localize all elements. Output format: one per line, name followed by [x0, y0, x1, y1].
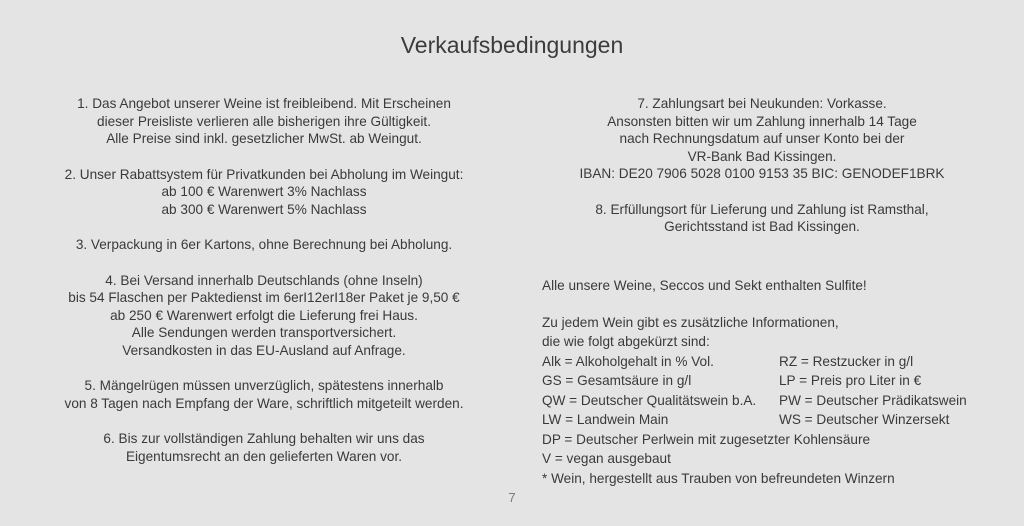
info-intro: die wie folgt abgekürzt sind: [542, 334, 710, 349]
term-line: Versandkosten in das EU-Ausland auf Anfrage. [122, 342, 406, 358]
term-line: Alle Preise sind inkl. gesetzlicher MwSt. ab Weingut. [106, 131, 422, 146]
abbreviation: DP = Deutscher Perlwein mit zugesetzter Kohlensäure [542, 431, 871, 447]
term-line: Ansonsten bitten wir um Zahlung innerhalb 14 Tage [607, 113, 917, 129]
sulfite-notice: Alle unsere Weine, Seccos und Sekt enthalten Sulfite! [542, 278, 867, 293]
terms-right-column [520, 95, 1004, 254]
term-line: Alle Sendungen werden transportversichert. [131, 325, 397, 340]
term-line: 7. Zahlungsart bei Neukunden: Vorkasse. [637, 96, 887, 111]
abbreviation: Alk = Alkoholgehalt in % Vol. [542, 353, 714, 369]
abbreviation: V = vegan ausgebaut [542, 451, 671, 466]
term-line: 2. Unser Rabattsystem für Privatkunden bei Abholung im Weingut: [64, 166, 464, 182]
term-line: 6. Bis zur vollständigen Zahlung behalten wir uns das [103, 431, 425, 446]
term-3 [20, 236, 508, 254]
abbreviation: QW = Deutscher Qualitätswein b.A. [542, 392, 757, 408]
term-line: ab 250 € Warenwert erfolgt die Lieferung frei Haus. [110, 307, 418, 323]
term-line: 4. Bei Versand innerhalb Deutschlands (ohne Inseln) [105, 272, 423, 288]
info-intro: Zu jedem Wein gibt es zusätzliche Informationen, [542, 314, 839, 330]
term-line: Gerichtsstand ist Bad Kissingen. [664, 219, 860, 234]
term-line: ab 300 € Warenwert 5% Nachlass [161, 201, 367, 217]
term-line: nach Rechnungsdatum auf unser Konto bei der [619, 131, 905, 146]
footnote: * Wein, hergestellt aus Trauben von befreundeten Winzern [542, 470, 895, 486]
term-2 [20, 166, 508, 219]
term-7 [520, 95, 1004, 183]
term-line: 8. Erfüllungsort für Lieferung und Zahlung ist Ramsthal, [595, 201, 929, 217]
abbreviation: PW = Deutscher Prädikatswein [779, 392, 967, 408]
term-line: IBAN: DE20 7906 5028 0100 9153 35 BIC: GENODEF1BRK [579, 166, 945, 181]
abbreviation: GS = Gesamtsäure in g/l [542, 373, 692, 388]
abbreviation-grid [542, 352, 1002, 430]
term-1 [20, 95, 508, 148]
term-4 [20, 272, 508, 360]
abbreviation: WS = Deutscher Winzersekt [779, 412, 950, 427]
term-line: von 8 Tagen nach Empfang der Ware, schriftlich mitgeteilt werden. [64, 395, 464, 411]
term-line: dieser Preisliste verlieren alle bisherigen ihre Gültigkeit. [97, 113, 431, 129]
page-title: Verkaufsbedingungen [400, 32, 624, 58]
terms-left-column [20, 95, 508, 483]
abbreviation: LW = Landwein Main [542, 412, 669, 427]
abbreviation: RZ = Restzucker in g/l [779, 353, 914, 369]
page-number: 7 [508, 490, 516, 505]
wine-info-block [542, 276, 1002, 488]
term-line: 5. Mängelrügen müssen unverzüglich, spätestens innerhalb [84, 378, 444, 393]
term-line: 3. Verpackung in 6er Kartons, ohne Berechnung bei Abholung. [75, 237, 453, 252]
term-line: 1. Das Angebot unserer Weine ist freibleibend. Mit Erscheinen [77, 96, 451, 111]
term-line: Eigentumsrecht an den gelieferten Waren vor. [125, 448, 403, 464]
term-line: VR-Bank Bad Kissingen. [687, 148, 837, 164]
term-8 [520, 201, 1004, 236]
term-line: ab 100 € Warenwert 3% Nachlass [161, 184, 367, 199]
term-5 [20, 377, 508, 412]
term-6 [20, 430, 508, 465]
abbreviation: LP = Preis pro Liter in € [779, 373, 922, 388]
term-line: bis 54 Flaschen per Paktedienst im 6erI12erI18er Paket je 9,50 € [68, 290, 460, 305]
